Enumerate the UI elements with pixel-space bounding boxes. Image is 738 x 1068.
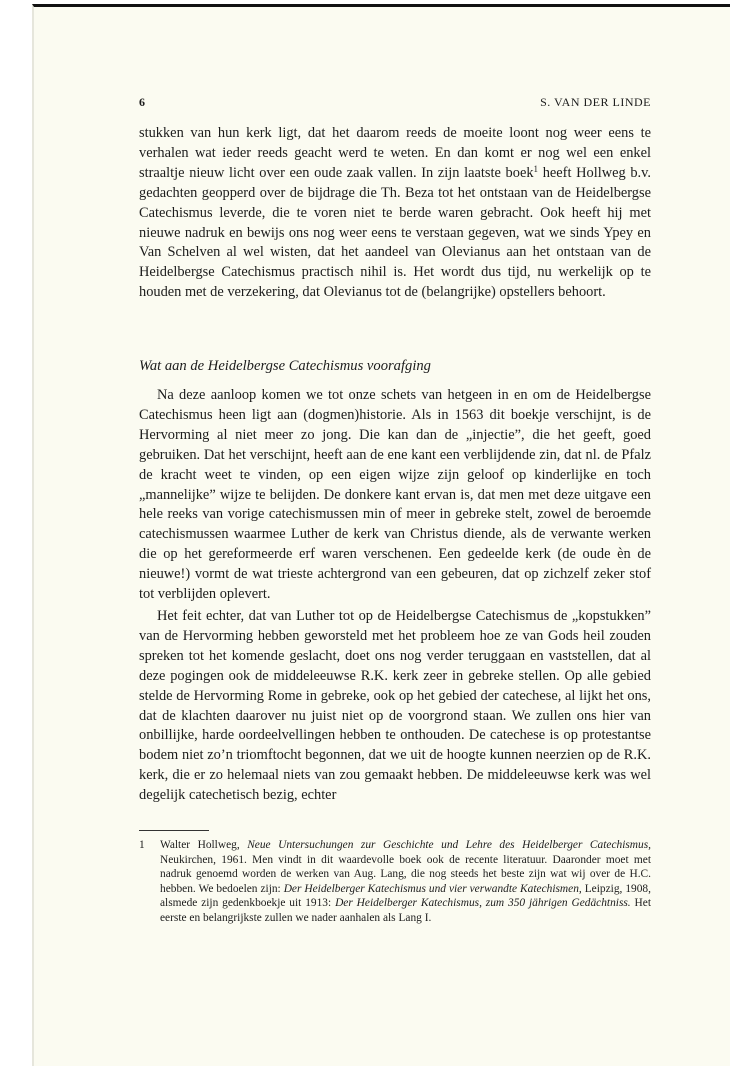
footnote-text-1: Walter Hollweg,	[160, 839, 248, 851]
paragraph-1-text-a: stukken van hun kerk ligt, dat het daarom reeds de moeite loont nog weer eens te verhalen wat ieder reeds geacht werd te weten. En dan komt er nog wel een enkel straaltje nieuw licht over een oude zaak vallen. In zijn laatste boek	[139, 125, 651, 181]
footnote-text-3: Leipzig, 1908, alsmede zijn gedenkboekje uit 1913:	[160, 882, 651, 910]
paragraph-2-text: Na deze aanloop komen we tot onze schets van hetgeen in en om de Heidelbergse Catechismus heen ligt aan (dogmen)historie. Als in 1563 dit boekje verschijnt, is de Hervorming al niet meer zo jong. Die kan dan de „injectie”, die het geeft, goed gebruiken. Dat het verschijnt, heeft aan de ene kant een verblijdende zin, dat nl. de Pfalz de kracht weet te vinden, op een eigen wijze zijn geloof op kinderlijke en toch „mannelijke” wijze te belijden. De donkere kant ervan is, dat men met deze uitgave een hele reeks van vorige catechismussen min of meer in gebreke stelt, zowel de beroemde catechismussen waarmee Luther de kerk van Christus diende, als de verwante werken die op het gereformeerde erf waren verschenen. Een gedeelde kerk (de oude èn de nieuwe!) vormt de wat trieste achtergrond van een gebeuren, dat op zichzelf zeker stof tot verblijden oplevert.	[139, 387, 651, 603]
paragraph-1-text-b: heeft Hollweg b.v. gedachten geopperd over de bijdrage die Th. Beza tot het ontstaan van de Heidelbergse Catechismus leverde, die te voren niet te berde waren gebracht. Ook heeft hij met nieuwe nadruk en bewijs ons nog weer eens te verstaan gegeven, wat we sinds Ypey en Van Schelven al wel wisten, dat het aandeel van Olevianus aan het ontstaan van de Heidelbergse Catechismus practisch nihil is. Het wordt dus tijd, nu werkelijk op te houden met de verzekering, dat Olevianus tot de (belangrijke) opstellers behoort.	[139, 164, 651, 301]
footnote-reference: 1	[533, 163, 539, 174]
footnote-text-2: Neukirchen, 1961. Men vindt in dit waardevolle boek ook de recente literatuur. Daaronder moet met nadruk genoemd worden de werken van Aug. Lang, die nog steeds het beste zijn wat wij over de H.C. hebben. We bedoelen zijn:	[160, 853, 651, 895]
running-head-author: S. VAN DER LINDE	[540, 95, 651, 109]
paragraph-2	[139, 386, 651, 605]
page-number: 6	[139, 95, 146, 109]
running-header	[139, 95, 651, 113]
footnote-text-4: Het eerste en belangrijkste zullen we nader aanhalen als Lang I.	[160, 897, 652, 924]
paragraph-3-text: Het feit echter, dat van Luther tot op de Heidelbergse Catechismus de „kopstukken” van de Hervorming hebben geworsteld met het probleem hoe ze van Gods heil zouden spreken tot het komende geslacht, doet ons nog verder teruggaan en vaststellen, dat al deze pogingen ook de middeleeuwse R.K. kerk zeer in gebreke stellen. Op alle gebied stelde de Hervorming Rome in gebreke, ook op het gebied der catechese, al lijkt het ons, dat de klachten daarover nu juist niet op de voorgrond staan. We zullen ons hier van onbillijke, harde oordeelvellingen hebben te onthouden. De catechese is op protestantse bodem niet zo’n triomftocht begonnen, dat we uit de hoogte kunnen neerzien op de R.K. kerk, die er zo helemaal niets van zou gemaakt hebben. De middeleeuwse kerk was wel degelijk catechetisch bezig, echter	[139, 608, 651, 804]
footnote	[139, 838, 651, 926]
footnote-title-1: Neue Untersuchungen zur Geschichte und Lehre des Heidelberger Catechismus,	[247, 839, 651, 851]
paragraph-1	[139, 124, 651, 303]
paragraph-3	[139, 607, 651, 806]
footnote-number: 1	[139, 839, 145, 851]
footnote-title-2: Der Heidelberger Katechismus und vier verwandte Katechismen,	[283, 882, 582, 895]
footnote-divider	[139, 830, 209, 831]
section-heading: Wat aan de Heidelbergse Catechismus voorafging	[139, 358, 431, 374]
footnote-title-3: Der Heidelberger Katechismus, zum 350 jährigen Gedächtniss.	[335, 897, 631, 910]
footnote-text	[160, 838, 651, 926]
